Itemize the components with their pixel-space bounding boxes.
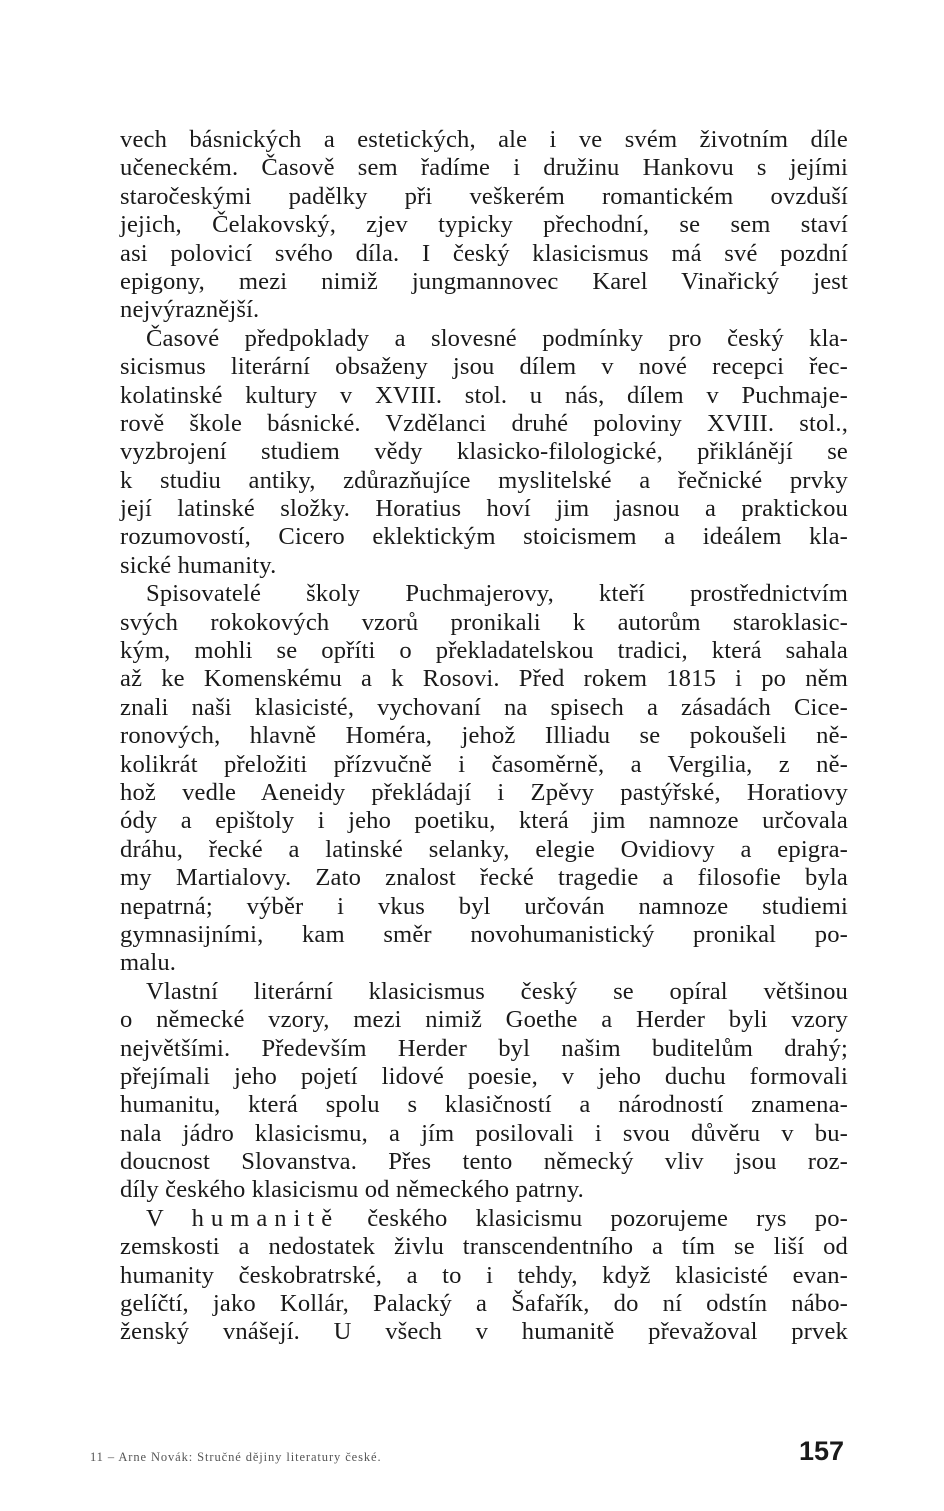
text-line: její latinské složky. Horatius hoví jim jasnou a praktickou — [120, 495, 848, 523]
text-line: sicismus literární obsaženy jsou dílem v nové recepci řec- — [120, 353, 848, 381]
text-line: Časové předpoklady a slovesné podmínky pro český kla- — [146, 324, 848, 352]
text-line: ronových, hlavně Homéra, jehož Illiadu se pokoušeli ně- — [120, 722, 848, 750]
text-line: ódy a epištoly i jeho poetiku, která jim namnoze určovala — [120, 807, 848, 835]
text-line: svých rokokových vzorů pronikali k autorům staroklasic- — [120, 608, 848, 636]
text-line: jejich, Čelakovský, zjev typicky přechodní, se sem staví — [120, 211, 848, 239]
text-line: V humanitě českého klasicismu pozorujeme rys po- — [146, 1204, 849, 1232]
text-line: humanitu, která spolu s klasičností a národností znamena- — [120, 1091, 848, 1119]
text-line: nejvýraznější. — [120, 296, 260, 324]
text-line: hož vedle Aeneidy překládají i Zpěvy pastýřské, Horatiovy — [120, 778, 848, 806]
page-number: 157 — [798, 1436, 844, 1466]
emphasized-word: humanitě — [191, 1204, 340, 1232]
text-line: asi polovicí svého díla. I český klasicismus má své pozdní — [120, 239, 848, 267]
text-line: doucnost Slovanstva. Přes tento německý vliv jsou roz- — [120, 1148, 848, 1176]
text-line: kým, mohli se opříti o překladatelskou tradici, která sahala — [120, 637, 848, 665]
text-line: rozumovostí, Cicero eklektickým stoicismem a ideálem kla- — [120, 523, 848, 551]
text-line: Vlastní literární klasicismus český se opíral většinou — [146, 977, 848, 1005]
text-line: kolatinské kultury v XVIII. stol. u nás, dílem v Puchmaje- — [120, 381, 848, 409]
page-footer — [90, 1436, 848, 1476]
text-line: až ke Komenskému a k Rosovi. Před rokem 1815 i po něm — [120, 665, 848, 693]
text-line: ženský vnášejí. U všech v humanitě převažoval prvek — [120, 1318, 848, 1346]
text-line: staročeskými padělky při veškerém romantickém ovzduší — [120, 182, 848, 210]
text-line: sické humanity. — [120, 551, 277, 579]
text-line: největšími. Především Herder byl našim buditelům drahý; — [120, 1034, 848, 1062]
text-line: Spisovatelé školy Puchmajerovy, kteří prostřednictvím — [146, 580, 848, 608]
text-line: přejímali jeho pojetí lidové poesie, v jeho duchu formovali — [120, 1062, 848, 1090]
text-line: zemskosti a nedostatek živlu transcendentního a tím se liší od — [120, 1233, 848, 1261]
text-line: nala jádro klasicismu, a jím posilovali i svou důvěru v bu- — [120, 1119, 848, 1147]
text-line: nepatrná; výběr i vkus byl určován namnoze studiemi — [120, 892, 848, 920]
text-line: díly českého klasicismu od německého patrny. — [120, 1176, 584, 1204]
text-line: humanity českobratrské, a to i tehdy, když klasicisté evan- — [120, 1261, 848, 1289]
text-line: gelíčtí, jako Kollár, Palacký a Šafařík, do ní odstín nábo- — [120, 1290, 848, 1318]
footer-signature: 11 – Arne Novák: Stručné dějiny literatury české. — [90, 1450, 382, 1464]
text-line: kolikrát přeložiti přízvučně i časoměrně, a Vergilia, z ně- — [120, 750, 848, 778]
text-line: my Martialovy. Zato znalost řecké tragedie a filosofie byla — [120, 864, 848, 892]
text-line: učeneckém. Časově sem řadíme i družinu Hankovu s jejími — [120, 154, 848, 182]
body-text — [120, 126, 848, 1347]
text-line: znali naši klasicisté, vychovaní na spisech a zásadách Cice- — [120, 693, 848, 721]
text-line: epigony, mezi nimiž jungmannovec Karel Vinařický jest — [120, 267, 848, 295]
text-line: gymnasijními, kam směr novohumanistický pronikal po- — [120, 920, 848, 948]
text-line: malu. — [120, 949, 177, 977]
text-line: vyzbrojení studiem vědy klasicko-filologické, přiklánějí se — [120, 438, 848, 466]
text-line: k studiu antiky, zdůrazňujíce myslitelské a řečnické prvky — [120, 466, 848, 494]
text-line: rově škole básnické. Vzdělanci druhé poloviny XVIII. stol., — [120, 409, 848, 437]
text-line: o německé vzory, mezi nimiž Goethe a Herder byli vzory — [120, 1006, 848, 1034]
text-line: vech básnických a estetických, ale i ve svém životním díle — [120, 126, 848, 153]
text-line: dráhu, řecké a latinské selanky, elegie Ovidiovy a epigra- — [120, 835, 848, 863]
